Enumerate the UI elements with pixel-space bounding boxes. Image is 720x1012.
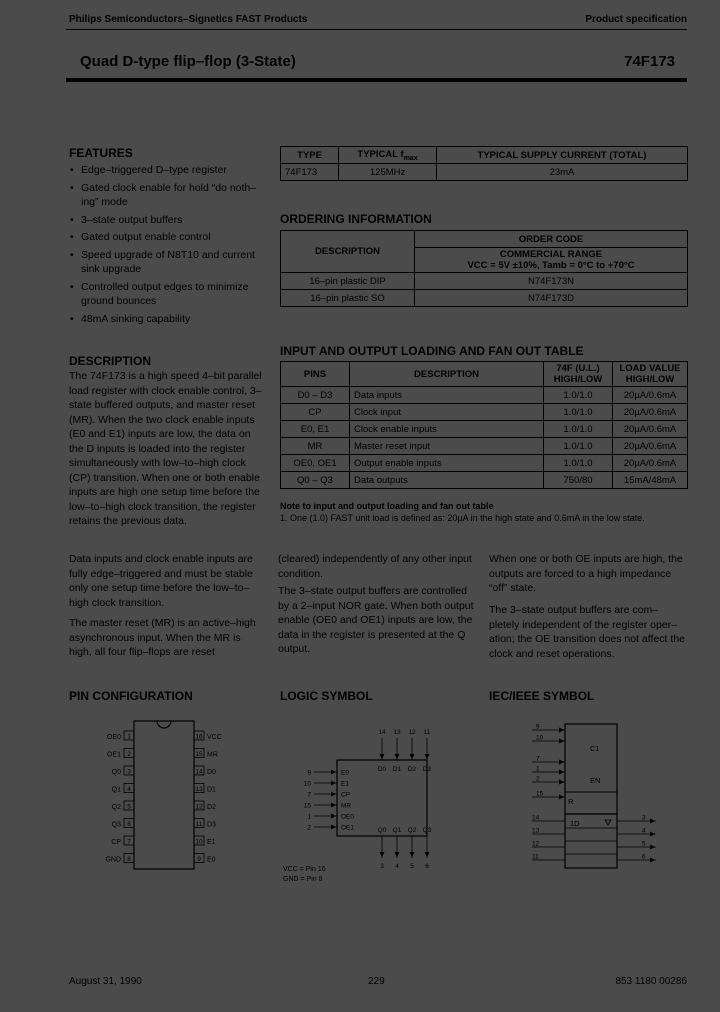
pin-label-right: MR <box>207 751 218 759</box>
d-label: D3 <box>422 766 432 773</box>
iec-ctrl-pin-number: 2 <box>536 775 540 783</box>
arrow-icon <box>559 760 564 765</box>
arrow-icon <box>650 845 655 850</box>
loading-table <box>280 361 688 489</box>
supply-value: 23mA <box>436 164 687 181</box>
pin-number-right: 15 <box>195 751 203 758</box>
pin-number-right: 16 <box>195 733 203 741</box>
left-pin-label: CP <box>341 791 351 799</box>
d-label: D1 <box>392 766 402 773</box>
arrow-icon <box>559 770 564 775</box>
table-cell: E0, E1 <box>281 421 350 438</box>
loading-heading: INPUT AND OUTPUT LOADING AND FAN OUT TABLE <box>280 344 584 358</box>
table-cell: 20µA/0.6mA <box>613 455 688 472</box>
ordering-row-so-desc: 16–pin plastic SO <box>281 290 415 307</box>
iec-out-pin-number: 6 <box>642 853 646 861</box>
pin-label-right: E0 <box>207 856 216 864</box>
pin-number-right: 9 <box>197 856 201 863</box>
table-cell: 20µA/0.6mA <box>613 404 688 421</box>
pin-label-left: Q0 <box>111 769 121 776</box>
iec-data-pin-number: 12 <box>532 840 540 848</box>
description-p7: The 3–state output buffers are com– pletely independent of the register oper– ation; the OE transition does not affect the clock and reset operations. <box>489 604 685 660</box>
pin-label-right: D1 <box>207 786 216 794</box>
table-cell: Q0 – Q3 <box>281 472 350 489</box>
q-label: Q1 <box>392 827 402 834</box>
order-code-header: ORDER CODE <box>415 231 688 248</box>
ordering-row-so-code: N74F173D <box>415 290 688 307</box>
features-list <box>69 163 269 329</box>
q-label: Q2 <box>407 827 417 834</box>
description-p1: The 74F173 is a high speed 4–bit parallel load register with clock enable control, 3–state buffered outputs, and master reset (MR). When the two clock enable inputs (E0 and E1) inputs are low, the data on the D inputs is loaded into the register simultaneously with low–to–high clock (CP) transition. When one or both enable inputs are high one setup time before the low–to–high clock transition, the register retains the previous data. <box>69 370 262 527</box>
page-title: Quad D-type flip–flop (3-State) <box>80 53 296 70</box>
arrow-icon <box>380 852 385 857</box>
arrow-icon <box>650 832 655 837</box>
table-cell: Clock enable inputs <box>350 421 544 438</box>
iec-data-pin-number: 14 <box>532 814 540 822</box>
arrow-icon <box>395 852 400 857</box>
iec-data-pin-number: 13 <box>532 827 540 835</box>
iec-symbol-heading: IEC/IEEE SYMBOL <box>489 689 595 703</box>
feature-item: • 48mA sinking capability <box>69 312 269 327</box>
bottom-pin-number: 3 <box>380 863 384 870</box>
arrow-icon <box>331 825 336 830</box>
table-cell: 750/80 <box>544 472 613 489</box>
table-cell: 20µA/0.6mA <box>613 438 688 455</box>
left-pin-number: 2 <box>307 824 311 832</box>
left-pin-label: MR <box>341 802 352 810</box>
arrow-icon <box>425 754 430 759</box>
table-cell: CP <box>281 404 350 421</box>
feature-item: • Edge–triggered D–type register <box>69 163 269 178</box>
ordering-table <box>280 230 688 307</box>
pin-number-left: 8 <box>127 856 131 863</box>
iec-ctrl-pin-number: 10 <box>536 734 544 742</box>
left-pin-label: OE1 <box>341 824 355 832</box>
feature-item: • Controlled output edges to minimize ground bounces <box>69 280 269 309</box>
top-pin-number: 13 <box>393 729 401 736</box>
arrow-icon <box>410 754 415 759</box>
pin-label-left: Q3 <box>111 821 121 829</box>
pin-config-heading: PIN CONFIGURATION <box>69 689 193 703</box>
footer-page: 229 <box>368 976 385 987</box>
fmax-value: 125MHz <box>339 164 437 181</box>
pin-number-right: 11 <box>195 821 203 828</box>
description-p4: (cleared) independently of any other input condition. <box>278 553 472 580</box>
top-pin-number: 14 <box>378 729 386 736</box>
pin-number-right: 12 <box>195 803 203 811</box>
iec-out-pin-number: 3 <box>642 814 646 822</box>
three-state-icon <box>605 820 611 825</box>
arrow-icon <box>650 819 655 824</box>
table-cell: Data inputs <box>350 387 544 404</box>
table-cell: Data outputs <box>350 472 544 489</box>
q-label: Q0 <box>377 827 387 834</box>
features-heading: FEATURES <box>69 146 133 160</box>
pin-label-left: GND <box>105 856 121 864</box>
pin-label-right: D2 <box>207 804 216 811</box>
bottom-pin-number: 5 <box>410 863 414 870</box>
arrow-icon <box>395 754 400 759</box>
arrow-icon <box>331 781 336 786</box>
header-rule <box>66 29 687 30</box>
feature-item: • Gated output enable control <box>69 230 269 245</box>
left-pin-number: 7 <box>307 791 311 799</box>
footer-code: 853 1180 00286 <box>615 976 687 987</box>
pin-label-right: VCC <box>207 734 222 741</box>
pin-label-right: E1 <box>207 839 216 846</box>
table-cell: 1.0/1.0 <box>544 421 613 438</box>
iec-ctrl-pin-number: 9 <box>536 723 540 731</box>
fmax-header: TYPICAL $f_{max}$ <box>339 147 437 164</box>
table-cell: Output enable inputs <box>350 455 544 472</box>
loading-note-1: 1. One (1.0) FAST unit load is defined as: 20µA in the high state and 0.6mA in the low state. <box>280 513 645 523</box>
table-cell: 15mA/48mA <box>613 472 688 489</box>
table-cell: OE0, OE1 <box>281 455 350 472</box>
pins-header: PINS <box>281 362 350 387</box>
table-cell: Clock input <box>350 404 544 421</box>
iec-ctrl-pin-number: 15 <box>536 790 544 798</box>
commercial-range-header: COMMERCIAL RANGE VCC = 5V ±10%, Tamb = 0°C to +70°C <box>415 248 688 273</box>
iec-ctrl-pin-number: 7 <box>536 755 540 763</box>
type-header: TYPE <box>281 147 339 164</box>
title-rule <box>66 78 687 82</box>
table-cell: 1.0/1.0 <box>544 387 613 404</box>
pin-label-right: D0 <box>207 769 216 776</box>
d-label: D2 <box>407 766 417 773</box>
pin-number-left: 7 <box>127 838 131 846</box>
pin-label-left: Q2 <box>111 804 121 811</box>
logic-symbol-diagram <box>280 724 480 890</box>
table-row <box>281 472 688 489</box>
ul-header: 74F (U.L.) HIGH/LOW <box>544 362 613 387</box>
table-cell: 1.0/1.0 <box>544 438 613 455</box>
arrow-icon <box>331 792 336 797</box>
arrow-icon <box>331 814 336 819</box>
pin-number-left: 3 <box>127 768 131 776</box>
left-pin-label: E1 <box>341 780 349 788</box>
left-pin-number: 15 <box>303 802 311 810</box>
table-cell: Master reset input <box>350 438 544 455</box>
ordering-desc-header: DESCRIPTION <box>281 231 415 273</box>
arrow-icon <box>559 780 564 785</box>
logic-symbol-heading: LOGIC SYMBOL <box>280 689 373 703</box>
power-note-vcc: VCC = Pin 16 <box>283 866 326 873</box>
table-row <box>281 387 688 404</box>
arrow-icon <box>410 852 415 857</box>
left-pin-number: 10 <box>303 780 311 788</box>
pin-config-diagram <box>95 716 235 876</box>
table-cell: D0 – D3 <box>281 387 350 404</box>
pin-number-left: 4 <box>127 786 131 793</box>
iec-ctrl-pin-number: 1 <box>536 765 540 773</box>
description-p6: When one or both OE inputs are high, the outputs are forced to a high impedance “off” state. <box>489 553 683 594</box>
table-row <box>281 421 688 438</box>
arrow-icon <box>331 803 336 808</box>
load-desc-header: DESCRIPTION <box>350 362 544 387</box>
pin-label-left: OE0 <box>106 734 121 741</box>
pin-number-left: 5 <box>127 803 131 811</box>
feature-item: • Speed upgrade of N8T10 and current sink upgrade <box>69 248 269 277</box>
type-table <box>280 146 688 181</box>
description-p3: The master reset (MR) is an active–high asynchronous input. When the MR is high, all four flip–flops are reset <box>69 617 256 658</box>
table-cell: 1.0/1.0 <box>544 404 613 421</box>
arrow-icon <box>650 858 655 863</box>
type-value: 74F173 <box>281 164 339 181</box>
pin-label-left: OE1 <box>106 751 121 759</box>
load-value-header: LOAD VALUE HIGH/LOW <box>613 362 688 387</box>
footer-date: August 31, 1990 <box>69 976 142 987</box>
d-label: D0 <box>377 766 387 773</box>
feature-item: • 3–state output buffers <box>69 213 269 228</box>
company-name: Philips Semiconductors–Signetics FAST Products <box>69 14 308 25</box>
feature-item: • Gated clock enable for hold “do noth– ing” mode <box>69 181 269 210</box>
pin-number-left: 1 <box>127 733 131 741</box>
arrow-icon <box>380 754 385 759</box>
table-row <box>281 438 688 455</box>
part-number: 74F173 <box>624 53 675 70</box>
table-cell: 1.0/1.0 <box>544 455 613 472</box>
arrow-icon <box>425 852 430 857</box>
left-pin-label: OE0 <box>341 813 355 821</box>
left-pin-number: 1 <box>307 813 311 821</box>
pin-number-left: 2 <box>127 751 131 758</box>
power-note-gnd: GND = Pin 8 <box>283 876 323 883</box>
doc-type: Product specification <box>585 14 687 25</box>
arrow-icon <box>559 739 564 744</box>
pin-label-left: CP <box>111 839 121 846</box>
ordering-row-dip-desc: 16–pin plastic DIP <box>281 273 415 290</box>
pin-number-right: 10 <box>195 838 203 846</box>
description-p5: The 3–state output buffers are controlled by a 2–input NOR gate. When both output enable (OE0 and OE1) inputs are low, the data in the register is presented at the Q output. <box>278 585 474 655</box>
iec-d-label: 1D <box>570 819 580 828</box>
iec-r-label: R <box>568 797 574 806</box>
pin-number-right: 14 <box>195 768 203 776</box>
arrow-icon <box>559 728 564 733</box>
iec-data-pin-number: 11 <box>532 853 539 861</box>
description-heading: DESCRIPTION <box>69 354 152 368</box>
q-label: Q3 <box>422 827 432 834</box>
pin-number-left: 6 <box>127 821 131 828</box>
arrow-icon <box>559 795 564 800</box>
arrow-icon <box>331 770 336 775</box>
ordering-heading: ORDERING INFORMATION <box>280 212 432 226</box>
ordering-row-dip-code: N74F173N <box>415 273 688 290</box>
table-cell: 20µA/0.6mA <box>613 387 688 404</box>
supply-header: TYPICAL SUPPLY CURRENT (TOTAL) <box>436 147 687 164</box>
description-p2: Data inputs and clock enable inputs are fully edge–triggered and must be stable only one setup time before the low–to–high clock transition. <box>69 553 253 609</box>
left-pin-number: 9 <box>307 769 311 777</box>
iec-en-label: EN <box>590 776 601 785</box>
table-row <box>281 455 688 472</box>
iec-out-pin-number: 4 <box>642 827 646 835</box>
iec-out-pin-number: 5 <box>642 840 646 848</box>
pin-label-right: D3 <box>207 821 216 829</box>
table-cell: 20µA/0.6mA <box>613 421 688 438</box>
pin-number-right: 13 <box>195 786 203 793</box>
pin-label-left: Q1 <box>111 786 121 794</box>
bottom-pin-number: 4 <box>395 863 399 870</box>
loading-note-title: Note to input and output loading and fan out table <box>280 501 494 511</box>
top-pin-number: 11 <box>423 729 431 736</box>
left-pin-label: E0 <box>341 769 349 777</box>
bottom-pin-number: 6 <box>425 863 429 870</box>
iec-symbol-diagram <box>528 720 698 870</box>
top-pin-number: 12 <box>408 729 416 736</box>
iec-c1-label: C1 <box>590 744 600 753</box>
table-cell: MR <box>281 438 350 455</box>
table-row <box>281 404 688 421</box>
